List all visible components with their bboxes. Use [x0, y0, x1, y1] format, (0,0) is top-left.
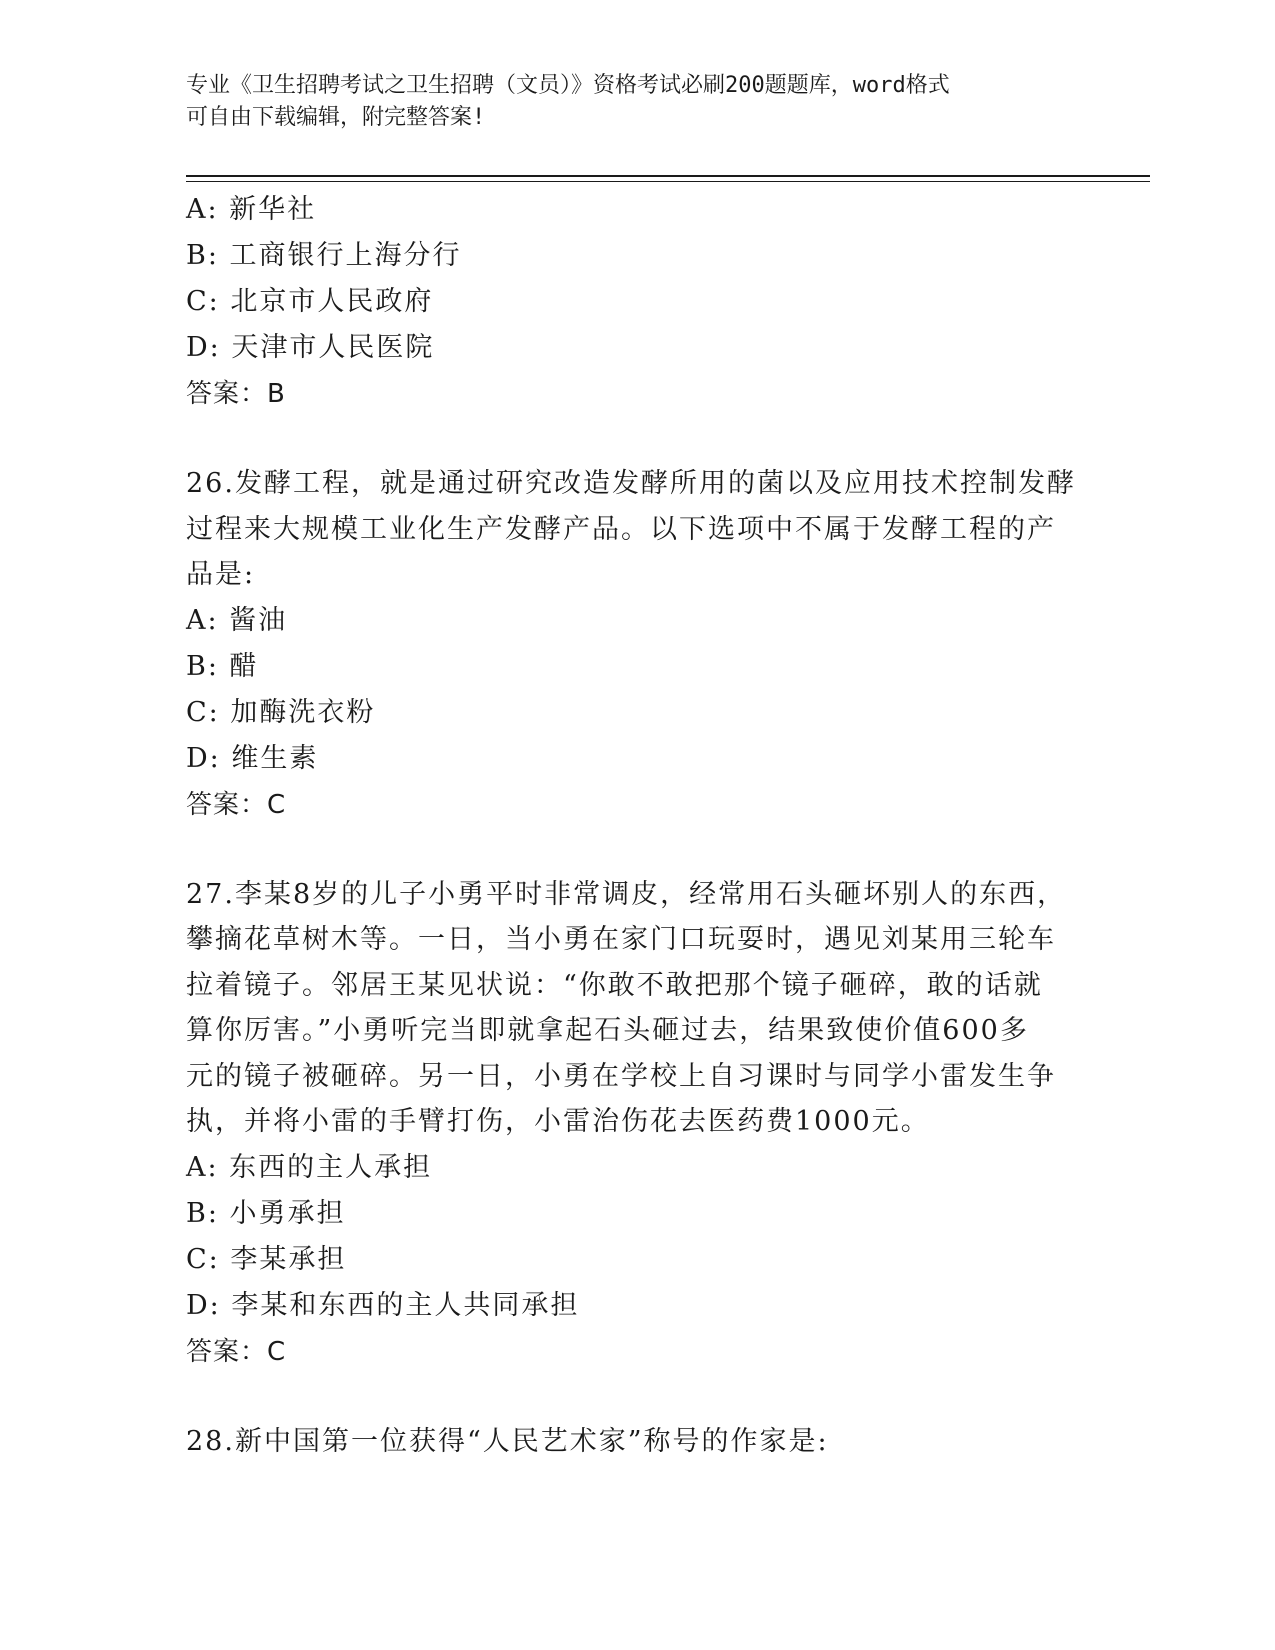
option-a: A: 东西的主人承担	[186, 1151, 433, 1183]
option-b: B: 醋	[186, 650, 259, 682]
question-25	[186, 187, 1066, 417]
option-b: B: 工商银行上海分行	[186, 240, 462, 271]
spacer	[186, 1375, 1066, 1419]
stem-line: 过程来大规模工业化生产发酵产品。以下选项中不属于发酵工程的产	[186, 513, 1056, 545]
stem-line: 28.新中国第一位获得“人民艺术家”称号的作家是:	[186, 1425, 829, 1457]
option-d: D: 维生素	[186, 742, 319, 774]
option-d: D: 天津市人民医院	[186, 332, 435, 363]
answer: 答案：C	[186, 1336, 287, 1367]
option-c: C: 李某承担	[186, 1243, 347, 1275]
question-27	[186, 872, 1066, 1375]
question-stem	[186, 1419, 1066, 1465]
spacer	[186, 828, 1066, 872]
stem-line: 算你厉害。”小勇听完当即就拿起石头砸过去，结果致使价值600多	[186, 1015, 1029, 1046]
stem-line: 27.李某8岁的儿子小勇平时非常调皮，经常用石头砸坏别人的东西，	[186, 878, 1067, 910]
stem-line: 品是:	[186, 559, 256, 590]
option-d: D: 李某和东西的主人共同承担	[186, 1289, 580, 1321]
header-divider-thick	[186, 175, 1150, 177]
question-28	[186, 1419, 1066, 1465]
option-b: B: 小勇承担	[186, 1197, 346, 1229]
stem-line: 26.发酵工程，就是通过研究改造发酵所用的菌以及应用技术控制发酵	[186, 468, 1076, 499]
stem-line: 执，并将小雷的手臂打伤，小雷治伤花去医药费1000元。	[186, 1106, 930, 1137]
header-line-2: 可自由下载编辑，附完整答案!	[186, 105, 486, 130]
document-header	[186, 70, 1076, 134]
question-stem	[186, 461, 1076, 598]
question-stem	[186, 872, 1066, 1145]
option-a: A: 酱油	[186, 604, 288, 636]
option-c: C: 加酶洗衣粉	[186, 696, 376, 728]
spacer	[186, 417, 1066, 461]
option-c: C: 北京市人民政府	[186, 286, 434, 317]
stem-line: 元的镜子被砸碎。另一日，小勇在学校上自习课时与同学小雷发生争	[186, 1060, 1056, 1092]
answer: 答案：C	[186, 789, 287, 820]
stem-line: 攀摘花草树木等。一日，当小勇在家门口玩耍时，遇见刘某用三轮车	[186, 924, 1056, 955]
option-a: A: 新华社	[186, 194, 317, 225]
stem-line: 拉着镜子。邻居王某见状说：“你敢不敢把那个镜子砸碎，敢的话就	[186, 969, 1043, 1001]
header-divider-thin	[186, 181, 1150, 182]
question-26	[186, 461, 1076, 828]
question-list	[186, 187, 1076, 1464]
header-line-1: 专业《卫生招聘考试之卫生招聘（文员）》资格考试必刷200题题库，word格式	[186, 73, 950, 98]
answer: 答案：B	[186, 379, 286, 409]
